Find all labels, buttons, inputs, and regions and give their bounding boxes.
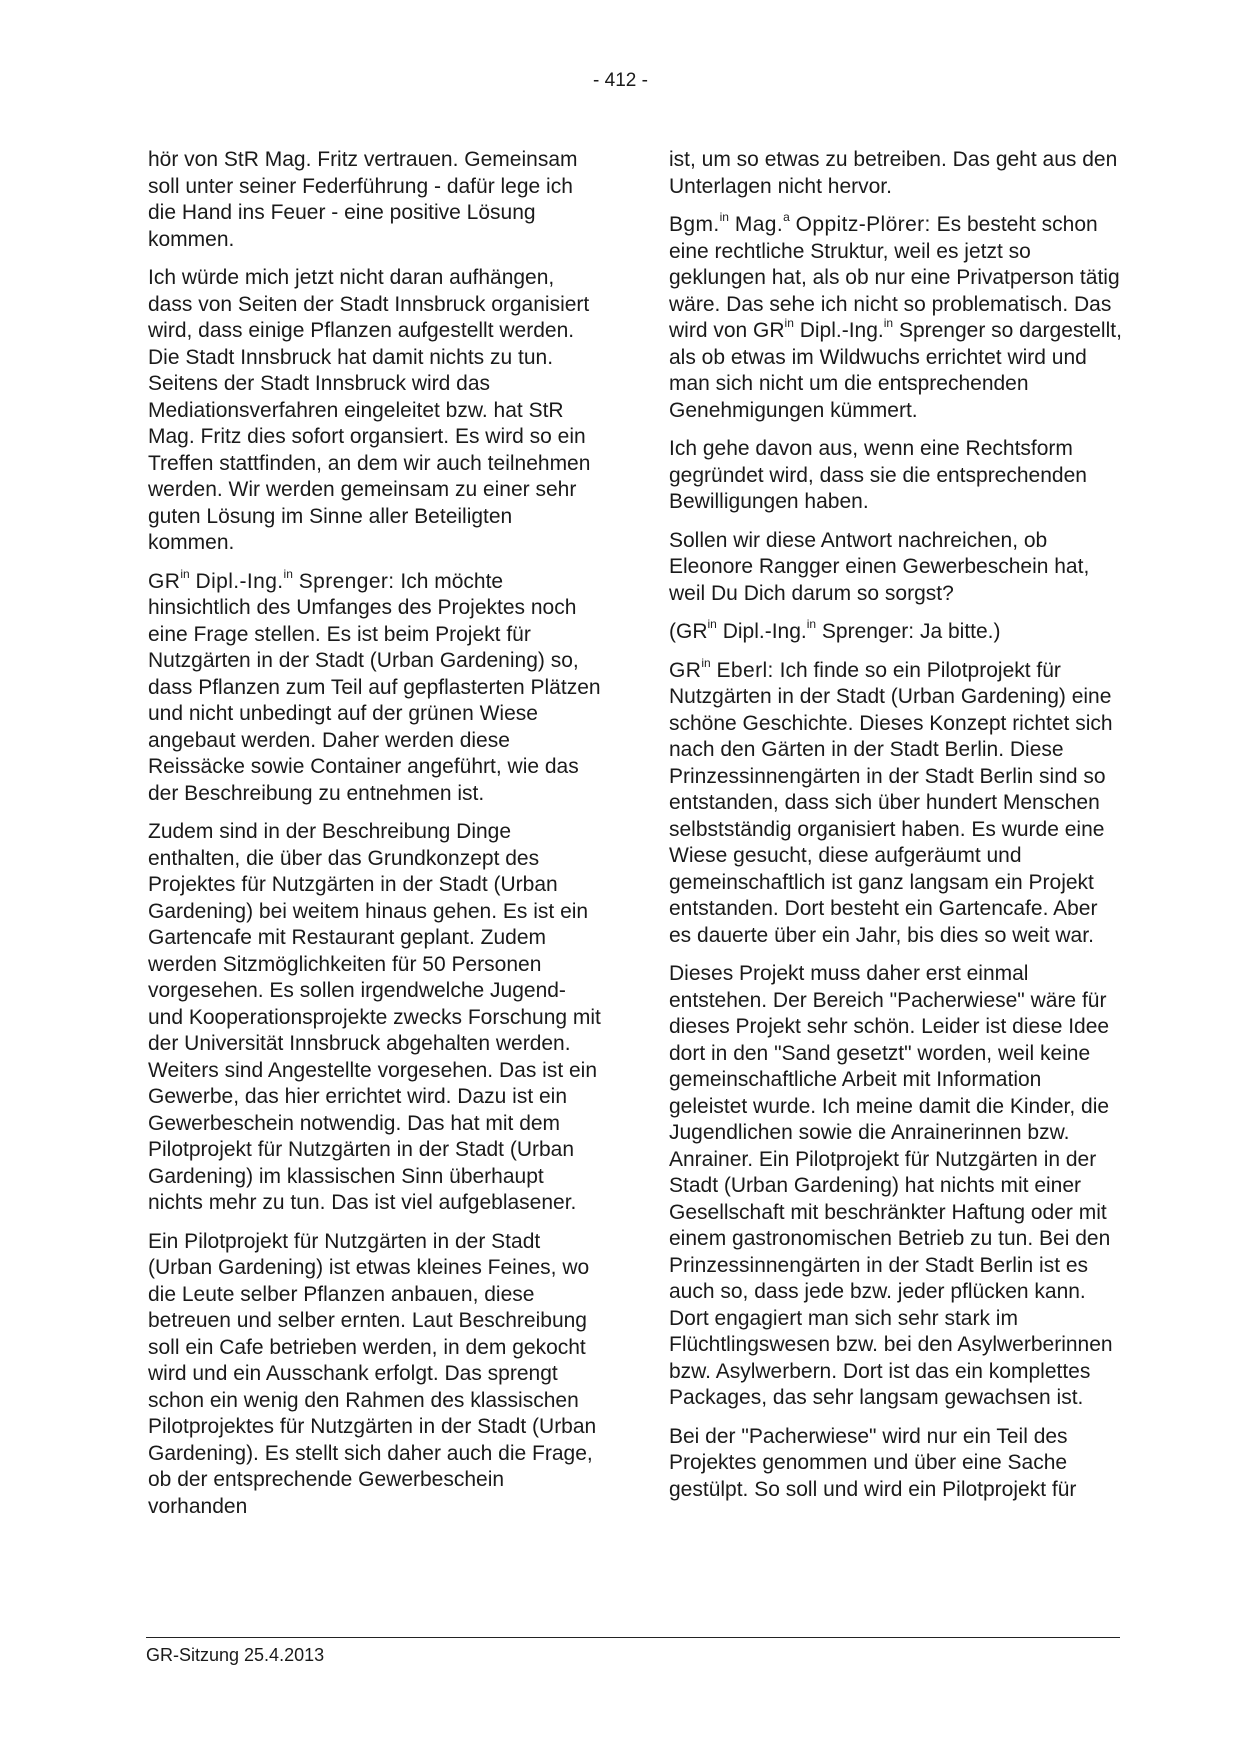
interjection-text: Dipl.-Ing. xyxy=(722,620,807,643)
speaker-title: Dipl.-Ing. xyxy=(195,569,284,593)
speech-text: Dipl.-Ing. xyxy=(799,319,884,342)
superscript: in xyxy=(707,617,717,631)
paragraph: Bei der "Pacherwiese" wird nur ein Teil des Projektes genommen und über eine Sache gestülpt. So soll und wird ein Pilotprojekt für xyxy=(669,1424,1077,1501)
left-column xyxy=(148,147,603,1532)
superscript: in xyxy=(719,210,729,224)
speech-text: Sprenger so dargestellt, als ob etwas im Wildwuchs errichtet wird und man sich nicht um die entsprechenden Genehmigungen kümmert. xyxy=(669,319,1122,422)
footer-divider xyxy=(146,1637,1120,1638)
speech-text: Ich finde so ein Pilotprojekt für Nutzgärten in der Stadt (Urban Gardening) eine schöne Geschichte. Dieses Konzept richtet sich nach den Gärten in der Stadt Berlin. Diese Prinzessinnengärten in der Stadt Berlin sind so entstanden, dass sich über hundert Menschen selbstständig organisiert haben. Es wurde eine Wiese gesucht, diese aufgeräumt und gemeinschaftlich ist ganz langsam ein Projekt entstanden. Dort besteht ein Gartencafe. Aber es dauerte über ein Jahr, bis dies so weit war. xyxy=(669,658,1113,947)
speech-text: Ich möchte hinsichtlich des Umfanges des Projektes noch eine Frage stellen. Es ist beim Projekt für Nutzgärten in der Stadt (Urban Gardening) so, dass Pflanzen zum Teil auf gepflasterten Plätzen und nicht unbedingt auf der grünen Wiese angebaut werden. Daher werden diese Reissäcke sowie Container angeführt, wie das der Beschreibung zu entnehmen ist. xyxy=(148,569,601,805)
speaker-name: Eberl: xyxy=(716,658,774,682)
speaker-title: Mag. xyxy=(734,213,784,236)
paragraph: Zudem sind in der Beschreibung Dinge enthalten, die über das Grundkonzept des Projektes für Nutzgärten in der Stadt (Urban Gardening) bei weitem hinaus gehen. Es ist ein Gartencafe mit Restaurant geplant. Zudem werden Sitzmöglichkeiten für 50 Personen vorgesehen. Es sollen irgendwelche Jugend- und Kooperationsprojekte zwecks Forschung mit der Universität Innsbruck abgehalten werden. Weiters sind Angestellte vorgesehen. Das ist ein Gewerbe, das hier errichtet wird. Dazu ist ein Gewerbeschein notwendig. Das hat mit dem Pilotprojekt für Nutzgärten in der Stadt (Urban Gardening) im klassischen Sinn überhaupt nichts mehr zu tun. Das ist viel aufgeblasener. xyxy=(148,820,601,1214)
paragraph: Dieses Projekt muss daher erst einmal entstehen. Der Bereich "Pacherwiese" wäre für dieses Projekt sehr schön. Leider ist diese Idee dort in den "Sand gesetzt" worden, weil keine gemeinschaftliche Arbeit mit Information geleistet wurde. Ich meine damit die Kinder, die Jugendlichen sowie die Anrainerinnen bzw. Anrainer. Ein Pilotprojekt für Nutzgärten in der Stadt (Urban Gardening) hat nichts mit einer Gesellschaft mit beschränkter Haftung oder mit einem gastronomischen Betrieb zu tun. Bei den Prinzessinnengärten in der Stadt Berlin ist es auch so, dass jede bzw. jeder pflücken kann. Dort engagiert man sich sehr stark im Flüchtlingswesen bzw. bei den Asylwerberinnen bzw. Asylwerbern. Dort ist das ein komplettes Packages, das sehr langsam gewachsen ist. xyxy=(669,962,1113,1409)
paragraph-speaker-sprenger xyxy=(148,566,603,808)
page-number: - 412 - xyxy=(593,70,648,91)
speaker-label: Bgm. xyxy=(669,213,720,236)
speaker-name: Oppitz-Plörer: xyxy=(795,213,931,236)
footer-text: GR-Sitzung 25.4.2013 xyxy=(146,1645,325,1665)
right-column xyxy=(669,147,1124,1515)
superscript: in xyxy=(806,617,817,631)
speech-text: Es besteht schon eine rechtliche Struktur, weil es jetzt so geklungen hat, als ob nur eine Privatperson tätig wäre. Das sehe ich nicht so problematisch. Das wird von GR xyxy=(669,213,1120,342)
interjection-text: (GR xyxy=(669,620,708,643)
paragraph: Ich gehe davon aus, wenn eine Rechtsform gegründet wird, dass sie die entsprechenden Bewilligungen haben. xyxy=(669,437,1087,513)
paragraph: hör von StR Mag. Fritz vertrauen. Gemeinsam soll unter seiner Federführung - dafür lege ich die Hand ins Feuer - eine positive Lösung kommen. xyxy=(148,148,578,251)
superscript: in xyxy=(883,316,894,330)
interjection-text: Sprenger: Ja bitte.) xyxy=(821,620,1001,643)
superscript: in xyxy=(701,655,711,670)
superscript: in xyxy=(283,566,293,581)
paragraph: Sollen wir diese Antwort nachreichen, ob Eleonore Rangger einen Gewerbeschein hat, weil Du Dich darum so sorgst? xyxy=(669,528,1090,605)
superscript: in xyxy=(180,566,190,581)
paragraph-speaker-eberl xyxy=(669,655,1124,950)
speaker-label: GR xyxy=(148,569,181,593)
superscript: in xyxy=(784,316,794,330)
paragraph-speaker-oppitz-ploerer xyxy=(669,212,1124,424)
speaker-label: GR xyxy=(669,658,702,682)
paragraph: Ich würde mich jetzt nicht daran aufhängen, dass von Seiten der Stadt Innsbruck organisiert wird, dass einige Pflanzen aufgestellt werden. Die Stadt Innsbruck hat damit nichts zu tun. Seitens der Stadt Innsbruck wird das Mediationsverfahren eingeleitet bzw. hat StR Mag. Fritz dies sofort organsiert. Es wird so ein Treffen stattfinden, an dem wir auch teilnehmen werden. Wir werden gemeinsam zu einer sehr guten Lösung im Sinne aller Beteiligten kommen. xyxy=(148,266,591,554)
paragraph: ist, um so etwas zu betreiben. Das geht aus den Unterlagen nicht hervor. xyxy=(669,148,1118,198)
superscript: a xyxy=(783,210,790,224)
paragraph-interjection xyxy=(669,619,1124,646)
speaker-name: Sprenger: xyxy=(298,569,395,593)
paragraph: Ein Pilotprojekt für Nutzgärten in der Stadt (Urban Gardening) ist etwas kleines Feines, wo die Leute selber Pflanzen anbauen, diese betreuen und selber ernten. Laut Beschreibung soll ein Cafe betrieben werden, in dem gekocht wird und ein Ausschank erfolgt. Das sprengt schon ein wenig den Rahmen des klassischen Pilotprojektes für Nutzgärten in der Stadt (Urban Gardening). Es stellt sich daher auch die Frage, ob der entsprechende Gewerbeschein vorhanden xyxy=(148,1229,597,1518)
